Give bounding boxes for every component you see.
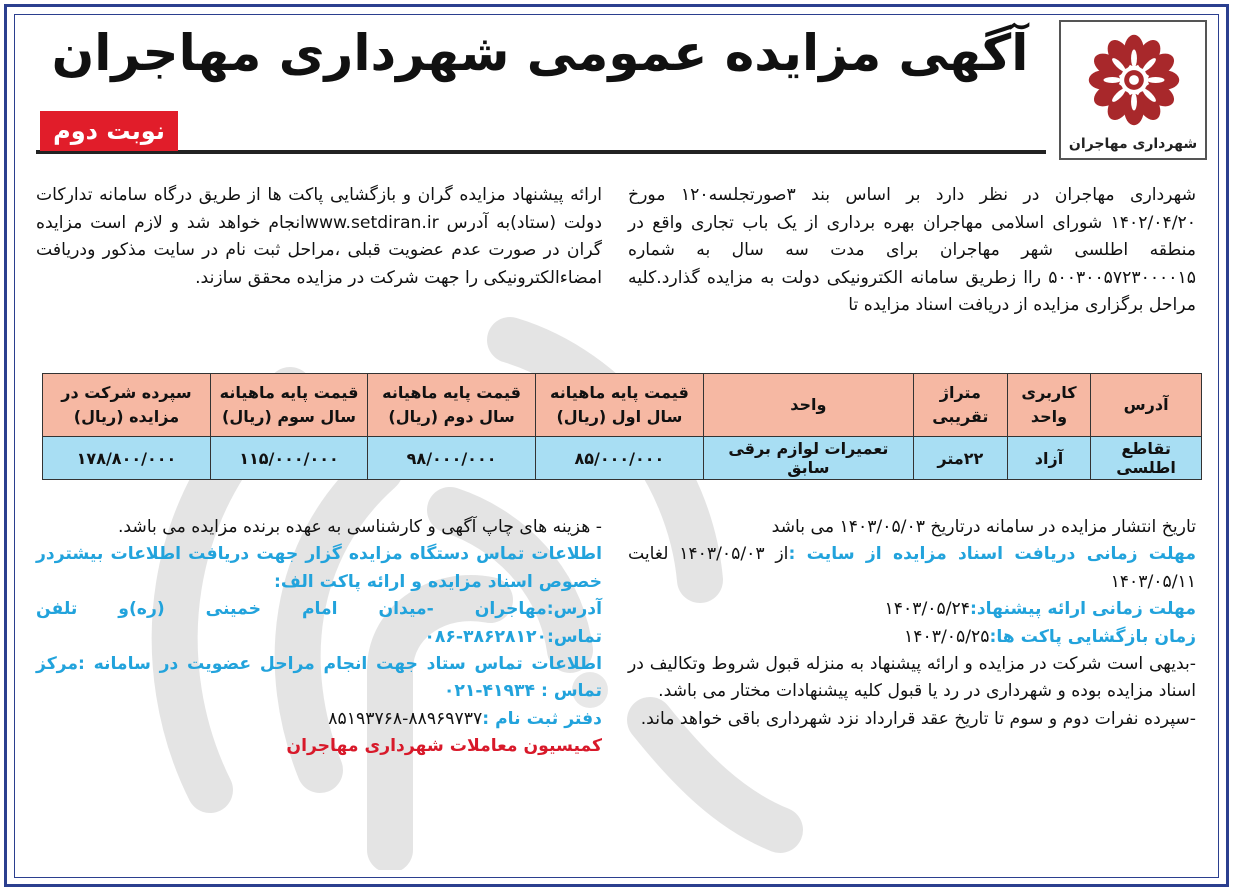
- registration-office-value: ۸۸۹۶۹۷۳۷-۸۵۱۹۳۷۶۸: [328, 708, 483, 729]
- cell-unit: تعمیرات لوازم برقی سابق: [703, 437, 913, 480]
- cell-price-year2: ۹۸/۰۰۰/۰۰۰: [368, 437, 536, 480]
- header-area: متراژ تقریبی: [913, 374, 1007, 437]
- intro-paragraph-left: ارائه پیشنهاد مزایده گران و بازگشایی پاکت ها از طریق درگاه سامانه تدارکات دولت (ستاد)به آدرس www.setdiran.irانجام خواهد شد و لازم است مزایده گران در صورت عدم عضویت قبلی ،مراحل ثبت نام در سایت مذکور ودریافت امضاءالکترونیکی را جهت شرکت در مزایده محقق سازند.: [36, 185, 602, 288]
- cell-area: ۲۲متر: [913, 437, 1007, 480]
- costs-text: - هزینه های چاپ آگهی و کارشناسی به عهده برنده مزایده می باشد.: [117, 517, 602, 537]
- details-right-column: [628, 514, 1196, 733]
- cell-deposit: ۱۷۸/۸۰۰/۰۰۰: [43, 437, 211, 480]
- commission-signature: کمیسیون معاملات شهرداری مهاجران: [286, 736, 602, 757]
- header-price-year1: قیمت پایه ماهیانه سال اول (ریال): [535, 374, 703, 437]
- round-badge: نوبت دوم: [40, 111, 178, 151]
- address-phone-text: آدرس:مهاجران -میدان امام خمینی (ره)و تلفن تماس:۳۸۶۲۸۱۲۰-۰۸۶: [36, 599, 602, 647]
- page-title: آگهی مزایده عمومی شهرداری مهاجران: [51, 24, 1029, 82]
- opening-date-value: ۱۴۰۳/۰۵/۲۵: [904, 626, 990, 647]
- header-unit: واحد: [703, 374, 913, 437]
- flower-emblem-icon: [1075, 30, 1193, 130]
- table-header-row: [43, 374, 1202, 437]
- cell-usage: آزاد: [1007, 437, 1090, 480]
- logo-caption: شهرداری مهاجران: [1068, 136, 1198, 152]
- municipality-logo: [1059, 20, 1207, 160]
- header-usage: کاربری واحد: [1007, 374, 1090, 437]
- title-underline: [36, 150, 1046, 154]
- deposit-text: -سپرده نفرات دوم و سوم تا تاریخ عقد قرارداد نزد شهرداری باقی خواهد ماند.: [640, 708, 1196, 729]
- document-deadline-value: از ۱۴۰۳/۰۵/۰۳ لغایت ۱۴۰۳/۰۵/۱۱: [628, 544, 1196, 592]
- registration-office-label: دفتر ثبت نام :: [482, 708, 602, 729]
- document-deadline: [628, 541, 1196, 596]
- intro-paragraph-right: شهرداری مهاجران در نظر دارد بر اساس بند ۳صورتجلسه۱۲۰ مورخ ۱۴۰۲/۰۴/۲۰ شورای اسلامی مهاجران بهره برداری از یک باب تجاری واقع در منطقه اطلسی شهر مهاجران برای مدت سه سال به شماره ۵۰۰۳۰۰۵۷۲۳۰۰۰۰۱۵ راا زطریق سامانه الکترونیکی دولت به مزایده گذارد.کلیه مراحل برگزاری مزایده از دریافت اسناد مزایده تا: [628, 185, 1196, 315]
- header-price-year2: قیمت پایه ماهیانه سال دوم (ریال): [368, 374, 536, 437]
- cell-price-year3: ۱۱۵/۰۰۰/۰۰۰: [210, 437, 367, 480]
- proposal-deadline-value: ۱۴۰۳/۰۵/۲۴: [884, 599, 970, 620]
- opening-date-label: زمان بازگشایی پاکت ها:: [989, 626, 1196, 647]
- header-address: آدرس: [1091, 374, 1202, 437]
- publish-date-text: تاریخ انتشار مزایده در سامانه درتاریخ ۱۴۰۳/۰۵/۰۳ می باشد: [771, 517, 1196, 537]
- table-row: [43, 437, 1202, 480]
- header-price-year3: قیمت پایه ماهیانه سال سوم (ریال): [210, 374, 367, 437]
- terms-text: -بدیهی است شرکت در مزایده و ارائه پیشنهاد به منزله قبول شروط وتکالیف در اسناد مزایده بوده و شهرداری در رد یا قبول کلیه پیشنهادات مختار می باشد.: [628, 654, 1196, 702]
- cell-address: تقاطع اطلسی: [1091, 437, 1202, 480]
- proposal-deadline-label: مهلت زمانی ارائه پیشنهاد:: [969, 599, 1196, 620]
- details-left-column: [36, 514, 602, 761]
- header-deposit: سپرده شرکت در مزایده (ریال): [43, 374, 211, 437]
- document-deadline-label: مهلت زمانی دریافت اسناد مزایده از سایت :: [788, 544, 1196, 565]
- contact-info-heading: اطلاعات تماس دستگاه مزایده گزار جهت دریافت اطلاعات بیشتردر خصوص اسناد مزایده و ارائه پاکت الف:: [36, 544, 602, 592]
- cell-price-year1: ۸۵/۰۰۰/۰۰۰: [535, 437, 703, 480]
- proposal-deadline: [628, 596, 1196, 623]
- setad-contact-text: اطلاعات تماس ستاد جهت انجام مراحل عضویت در سامانه :مرکز تماس : ۴۱۹۳۴-۰۲۱: [36, 654, 602, 702]
- auction-table: [42, 373, 1202, 480]
- registration-office: [36, 706, 602, 733]
- opening-date: [628, 624, 1196, 651]
